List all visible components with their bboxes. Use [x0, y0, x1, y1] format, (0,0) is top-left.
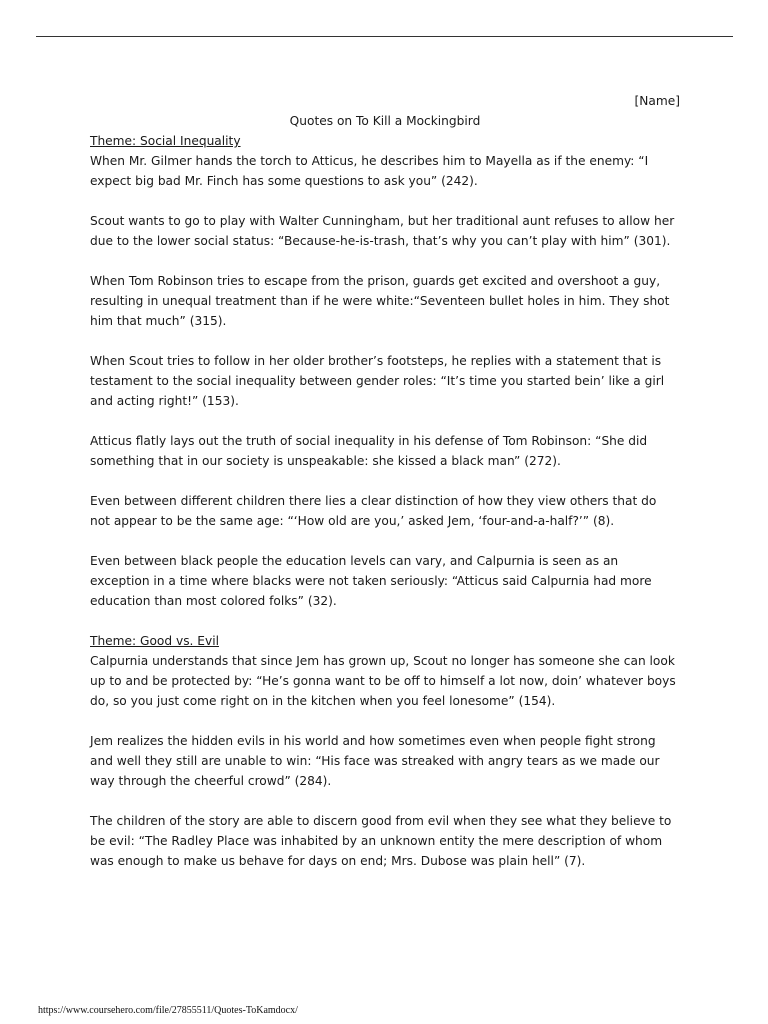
quote-paragraph: Jem realizes the hidden evils in his world and how sometimes even when people fight strong and well they still are unable to win: “His face was streaked with angry tears as we made our way through the cheerful crowd” (284).: [90, 734, 660, 788]
quote-paragraph: Even between different children there lies a clear distinction of how they view others that do not appear to be the same age: “‘How old are you,’ asked Jem, ‘four-and-a-half?’” (8).: [90, 494, 657, 528]
quote-paragraph: The children of the story are able to discern good from evil when they see what they believe to be evil: “The Radley Place was inhabited by an unknown entity the mere description of whom was enough to make us behave for days on end; Mrs. Dubose was plain hell” (7).: [90, 814, 672, 868]
quote-paragraph: Atticus flatly lays out the truth of social inequality in his defense of Tom Robinson: “She did something that in our society is unspeakable: she kissed a black man” (272).: [90, 434, 648, 468]
quote-paragraph: When Tom Robinson tries to escape from the prison, guards get excited and overshoot a guy, resulting in unequal treatment than if he were white:“Seventeen bullet holes in him. They shot him that much” (315).: [90, 274, 670, 328]
document-body: [90, 91, 680, 891]
section-heading: Theme: Social Inequality: [90, 134, 241, 148]
document-title: Quotes on To Kill a Mockingbird: [289, 114, 481, 128]
quote-paragraph: Scout wants to go to play with Walter Cunningham, but her traditional aunt refuses to allow her due to the lower social status: “Because-he-is-trash, that’s why you can’t play with him” (301).: [90, 214, 675, 248]
section-social-inequality: [90, 131, 680, 611]
quote-paragraph: When Scout tries to follow in her older brother’s footsteps, he replies with a statement that is testament to the social inequality between gender roles: “It’s time you started bein’ like a girl and acting right!” (153).: [90, 354, 665, 408]
section-good-vs-evil: [90, 631, 680, 871]
quote-paragraph: Calpurnia understands that since Jem has grown up, Scout no longer has someone she can look up to and be protected by: “He’s gonna want to be off to himself a lot now, doin’ whatever boys do, so you just come right on in the kitchen when you feel lonesome” (154).: [90, 654, 676, 708]
student-name: [Name]: [634, 94, 680, 108]
section-heading: Theme: Good vs. Evil: [90, 634, 219, 648]
source-url: https://www.coursehero.com/file/27855511/Quotes-ToKamdocx/: [38, 1005, 298, 1016]
quote-paragraph: When Mr. Gilmer hands the torch to Atticus, he describes him to Mayella as if the enemy: “I expect big bad Mr. Finch has some questions to ask you” (242).: [90, 154, 649, 188]
quote-paragraph: Even between black people the education levels can vary, and Calpurnia is seen as an exception in a time where blacks were not taken seriously: “Atticus said Calpurnia had more education than most colored folks” (32).: [90, 554, 652, 608]
top-divider: [36, 36, 733, 37]
